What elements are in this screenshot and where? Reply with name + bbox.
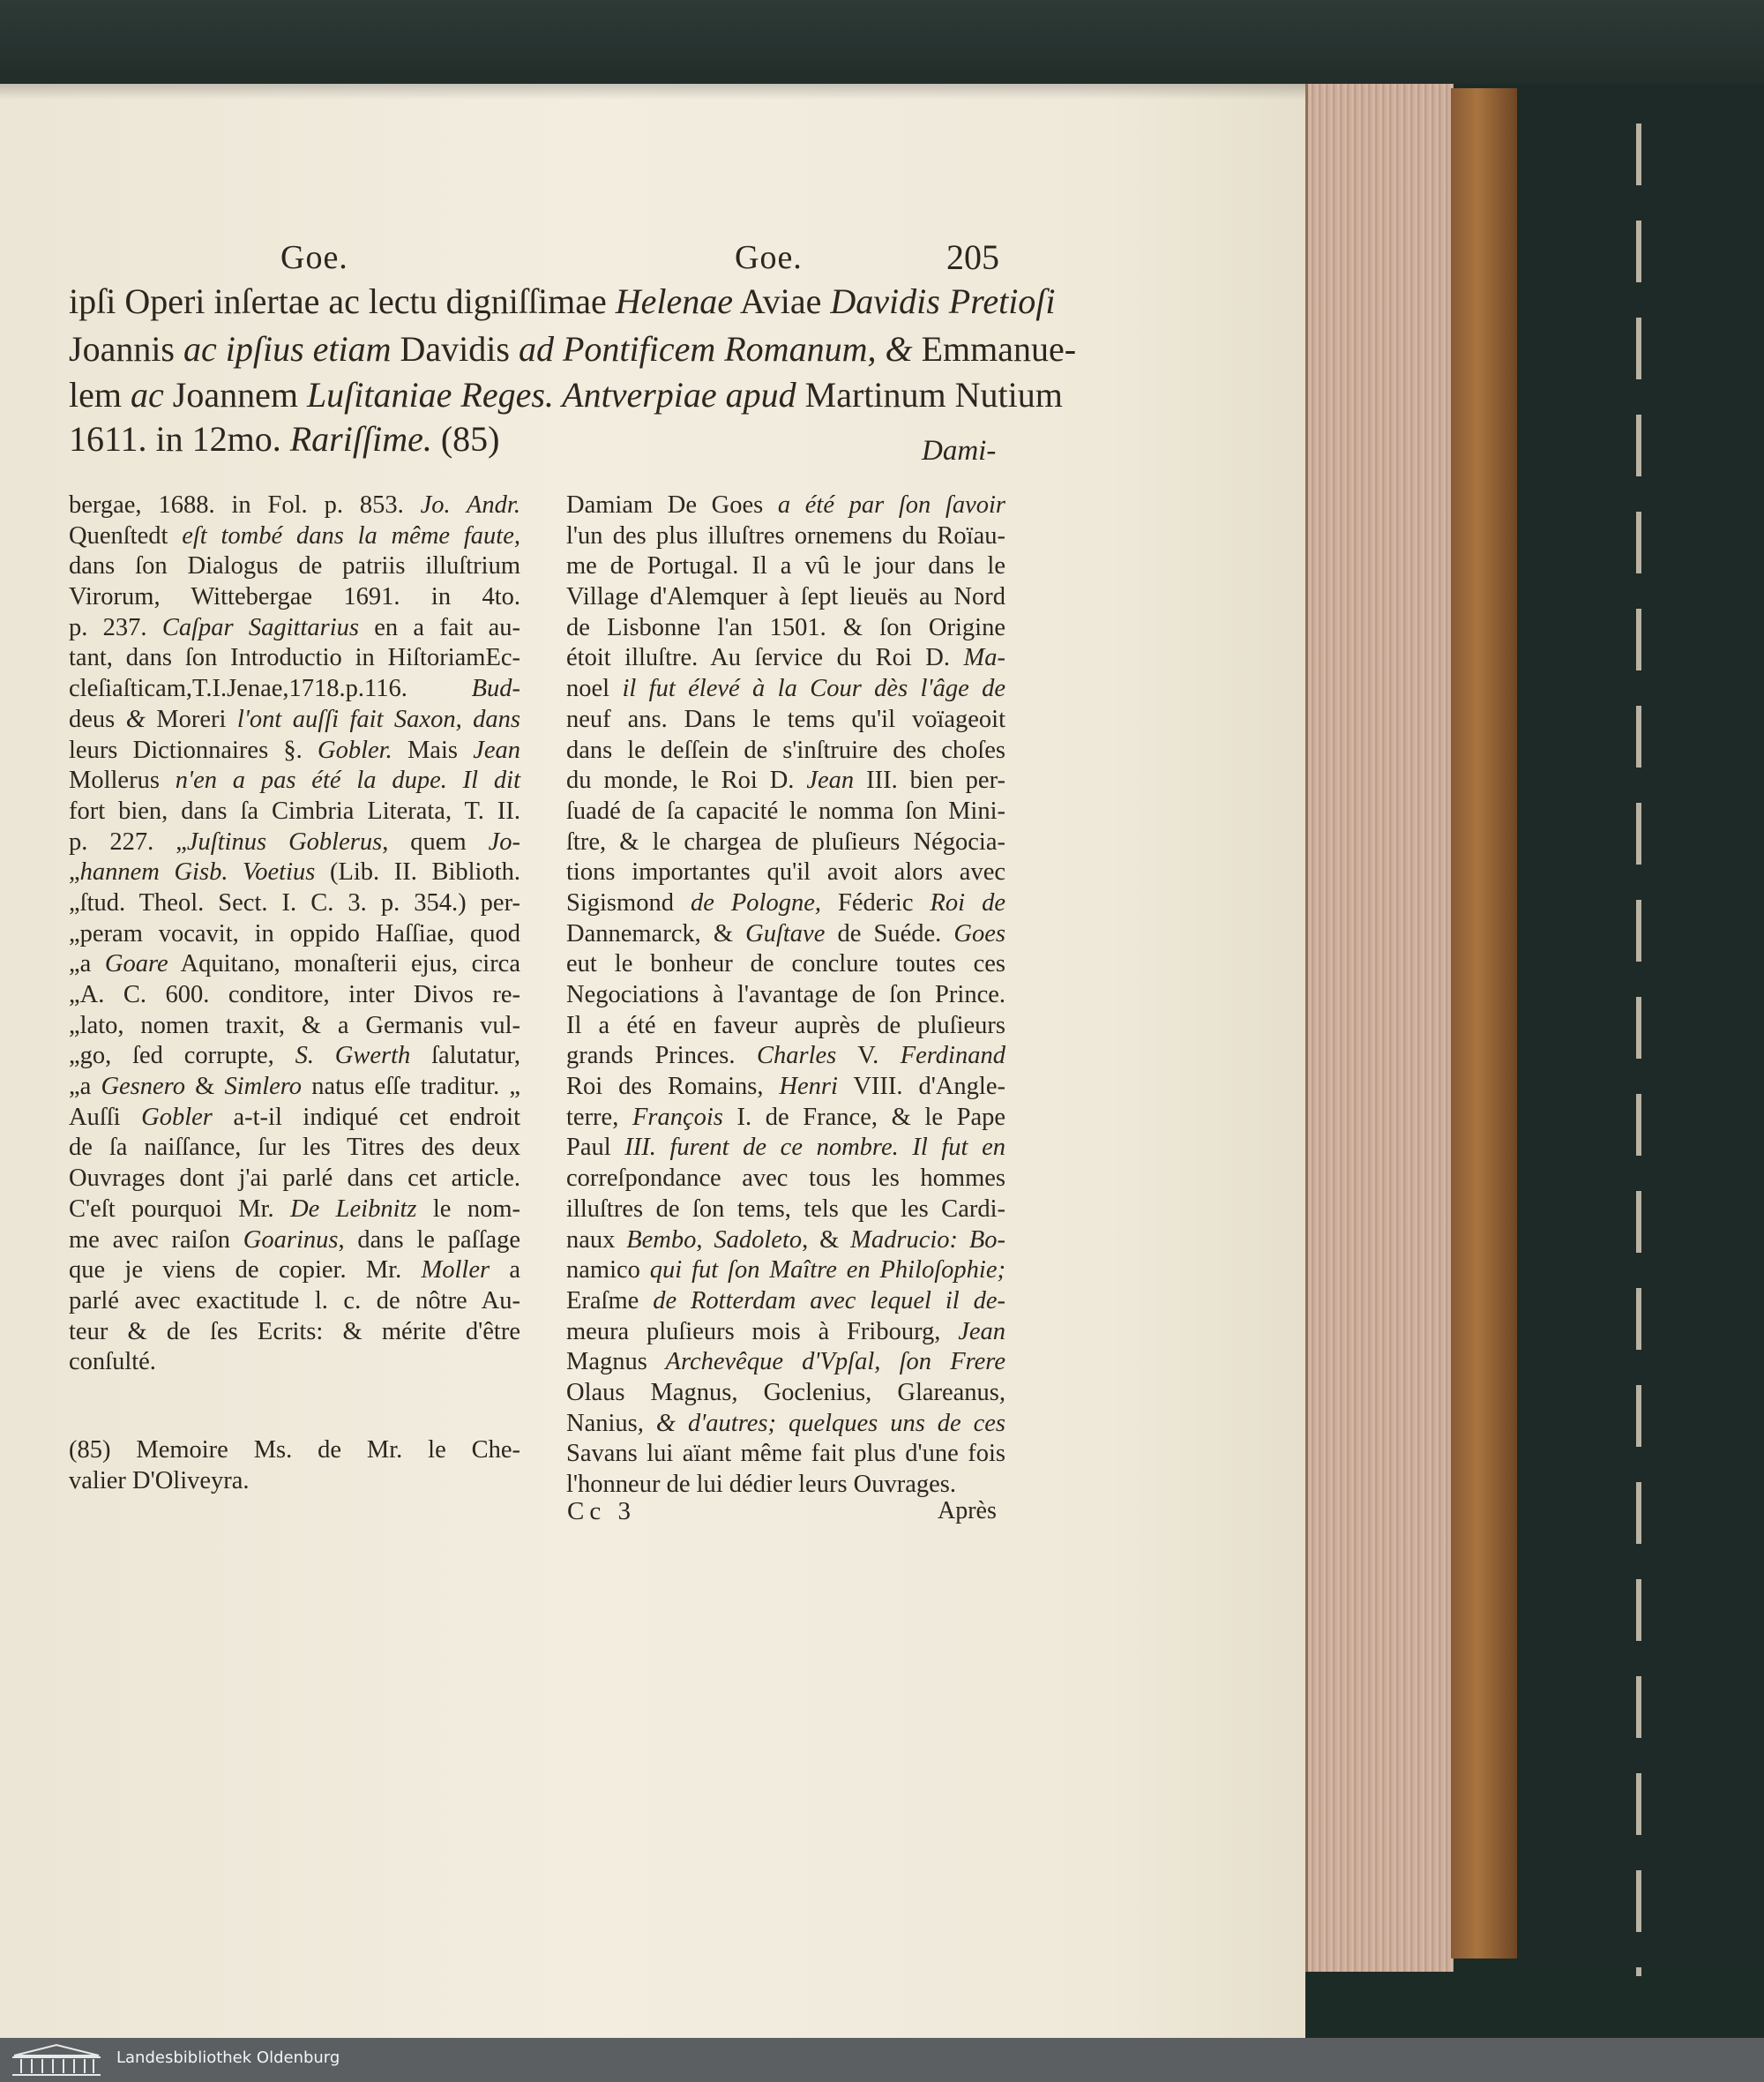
text-run: Goclenius (763, 1378, 866, 1406)
italic-text: Bembo (626, 1225, 697, 1254)
text-line (69, 1435, 520, 1466)
text-run: Ouvrages dont j'ai parlé dans cet article. (69, 1165, 520, 1193)
text-run: Negociations à l'avantage de ſon Prince. (566, 981, 1005, 1008)
text-line (566, 1195, 1005, 1225)
text-line (69, 582, 520, 613)
italic-text: il fut élevé à la Cour dès l'âge de (609, 675, 1005, 703)
italic-text: Luſitaniae Reges. Antverpiae apud (297, 375, 805, 415)
text-line (69, 491, 520, 521)
text-line (69, 766, 520, 797)
text-run: correſpondance avec tous les hommes (566, 1165, 1005, 1193)
text-run: grands Princes. (566, 1042, 757, 1070)
italic-text: ac (121, 375, 173, 415)
italic-text: ad Pontificem Romanum, & (509, 329, 922, 369)
italic-text: Henri (779, 1073, 838, 1101)
italic-text: Ferdinand (900, 1042, 1005, 1070)
text-run: Aquitano, monaſterii ejus, circa (168, 950, 520, 978)
text-line (69, 888, 520, 919)
italic-text: , (998, 1378, 1006, 1406)
text-line (566, 1225, 1005, 1256)
library-building-logo (7, 2041, 106, 2078)
text-run: ſtre, & le chargea de pluſieurs Négocia- (566, 828, 1005, 856)
text-run: noel (566, 675, 610, 703)
text-line (69, 1011, 520, 1042)
text-run: namico (566, 1256, 640, 1284)
text-run: , (696, 1225, 714, 1254)
italic-text: François (632, 1103, 723, 1131)
text-run: Il a été en faveur auprès de pluſieurs (566, 1011, 1005, 1039)
text-line (566, 949, 1005, 980)
italic-text: Jean (473, 736, 521, 764)
text-line (69, 797, 520, 828)
text-run: ipſi Operi inſertae ac lectu digniſſimae (69, 281, 616, 321)
text-run: 1611. in 12mo. (69, 419, 290, 459)
italic-text: Gobler. (318, 736, 392, 764)
intro-line (69, 416, 1004, 462)
italic-text: Helenae (615, 281, 734, 321)
text-line (566, 582, 1005, 613)
text-run: „lato, nomen traxit, & a Germanis vul- (69, 1011, 520, 1039)
italic-text: Moller (421, 1256, 490, 1284)
text-line (566, 1439, 1005, 1470)
text-run: me de Portugal. Il a vû le jour dans le (566, 552, 1005, 580)
text-line (69, 1347, 520, 1378)
text-run: „a (69, 950, 105, 978)
footnote (69, 1435, 520, 1496)
text-run: Moreri (156, 705, 227, 733)
italic-text: Ma- (963, 644, 1005, 672)
text-run: Féderic (838, 888, 914, 917)
text-line (69, 1466, 520, 1497)
catchword-bottom: Après (938, 1497, 997, 1524)
text-line (69, 1103, 520, 1134)
text-run: Olaus Magnus (566, 1378, 732, 1406)
text-run: valier D'Oliveyra. (69, 1466, 250, 1494)
text-line (566, 705, 1005, 736)
italic-text: Davidis Pretioſi (830, 281, 1056, 321)
italic-text: Roi de (913, 888, 1005, 917)
intro-line (69, 279, 1056, 325)
text-run: , dans le paſſage (338, 1225, 520, 1254)
book-cover-edge (1451, 88, 1517, 1958)
text-run: du monde, le Roi D. (566, 767, 807, 795)
italic-text: Jean (806, 767, 855, 795)
text-line (566, 1470, 1005, 1501)
page-number: 205 (946, 237, 999, 277)
text-run: a-t-il indiqué cet endroit (212, 1103, 520, 1131)
text-run: Davidis (400, 329, 510, 369)
page-top-shadow (0, 84, 1305, 100)
text-run: „A. C. 600. conditore, inter Divos re- (69, 981, 520, 1008)
text-line (69, 1164, 520, 1195)
text-run: , quem (382, 828, 489, 856)
text-run: natus eſſe traditur. „ (302, 1073, 521, 1101)
intro-line (69, 372, 1063, 418)
text-run: terre, (566, 1103, 632, 1131)
italic-text: Charles (756, 1042, 837, 1070)
text-line (566, 888, 1005, 919)
text-line (69, 828, 520, 858)
text-run: dans ſon Dialogus de patriis illuſtrium (69, 552, 520, 580)
text-run: l'un des plus illuſtres ornemens du Roïau- (566, 521, 1005, 550)
italic-text: Gobler (141, 1103, 213, 1131)
text-line (69, 643, 520, 674)
text-line (69, 674, 520, 705)
italic-text: de Rotterdam avec lequel il de- (639, 1286, 1005, 1314)
italic-text: De Leibnitz (290, 1195, 417, 1223)
text-line (566, 736, 1005, 767)
italic-text: Jean (958, 1317, 1005, 1345)
italic-text: & (115, 705, 157, 733)
text-run: teur & de ſes Ecrits: & mérite d'être (69, 1317, 520, 1345)
italic-text: qui fut ſon Maître en Philoſophie; (639, 1256, 1005, 1284)
text-run: leurs Dictionnaires §. (69, 736, 318, 764)
text-line (566, 551, 1005, 582)
text-run: Auſſi (69, 1103, 142, 1131)
left-column (69, 491, 520, 1378)
italic-text: Goarinus (243, 1225, 339, 1254)
text-run: le nom- (416, 1195, 520, 1223)
text-run: III. bien per- (854, 767, 1005, 795)
text-run: „ſtud. Theol. Sect. I. C. 3. p. 354.) per- (69, 888, 520, 917)
text-run: Martinum Nutium (804, 375, 1063, 415)
text-line (566, 491, 1005, 521)
italic-text: a été par ſon ſavoir (763, 491, 1005, 519)
text-line (69, 919, 520, 950)
text-run: naux (566, 1225, 627, 1254)
italic-text: l'ont auſſi fait Saxon, dans (226, 705, 520, 733)
text-run: ſuadé de ſa capacité le nomma ſon Mini- (566, 797, 1005, 825)
text-run: illuſtres de ſon tems, tels que les Cardi- (566, 1195, 1005, 1223)
italic-text: de Pologne, (673, 888, 839, 917)
italic-text: Simlero (224, 1073, 303, 1101)
text-line (69, 736, 520, 767)
text-run: meura pluſieurs mois à Fribourg, (566, 1317, 959, 1345)
text-run: C'eſt pourquoi Mr. (69, 1195, 291, 1223)
text-run: dans le deſſein de s'inſtruire des choſes (566, 736, 1005, 764)
text-run: Aviae (733, 281, 831, 321)
text-line (566, 613, 1005, 644)
text-run: Sigismond (566, 888, 674, 917)
text-run: tions importantes qu'il avoit alors avec (566, 858, 1005, 887)
intro-line (69, 326, 1077, 372)
text-run: conſulté. (69, 1348, 156, 1376)
text-line (69, 980, 520, 1011)
text-line (69, 613, 520, 644)
italic-text: eſt tombé dans la même faute, (168, 521, 520, 550)
italic-text: ac ipſius etiam (175, 329, 400, 369)
italic-text: Sadoleto (714, 1225, 803, 1254)
text-run: Quenſtedt (69, 521, 168, 550)
text-run: Virorum, Wittebergae 1691. in 4to. (69, 583, 520, 611)
text-run: de Suéde. (825, 919, 954, 947)
text-run: neuf ans. Dans le tems qu'il voïageoit (566, 705, 1005, 733)
italic-text: Archevêque d'Vpſal, ſon Frere (647, 1348, 1005, 1376)
italic-text: hannem Gisb. Voetius (79, 858, 316, 887)
text-run: & (184, 1073, 225, 1101)
text-line (566, 1378, 1005, 1409)
text-line (69, 1133, 520, 1164)
text-run: , & (802, 1225, 851, 1254)
text-run: fort bien, dans ſa Cimbria Literata, T. II. (69, 797, 520, 825)
text-run: „go, ſed corrupte, (69, 1042, 295, 1070)
text-run: deus (69, 705, 116, 733)
text-run: Joannem (172, 375, 298, 415)
text-run: Nanius (566, 1409, 638, 1437)
text-line (566, 766, 1005, 797)
text-run: Paul (566, 1134, 611, 1162)
text-line (69, 858, 520, 888)
text-run: „a (69, 1073, 101, 1101)
running-head-center: Goe. (735, 239, 803, 276)
footer-label: Landesbibliothek Oldenburg (116, 2048, 340, 2067)
text-line (566, 1409, 1005, 1440)
text-line (566, 1041, 1005, 1072)
text-run: p. 227. „ (69, 828, 187, 856)
text-run: Mollerus (69, 767, 160, 795)
italic-text: Rariſſime. (289, 419, 432, 459)
scan-ruler-stripe (1636, 124, 1641, 1976)
text-line (69, 1195, 520, 1225)
italic-text: Bud- (471, 675, 520, 703)
text-line (566, 919, 1005, 950)
text-line (566, 1164, 1005, 1195)
text-line (566, 1286, 1005, 1317)
text-line (69, 705, 520, 736)
text-run: p. 237. (69, 613, 162, 641)
text-line (69, 949, 520, 980)
text-line (566, 1103, 1005, 1134)
text-line (566, 797, 1005, 828)
italic-text: Guſtave (745, 919, 826, 947)
text-line (566, 858, 1005, 888)
text-run: ſalutatur, (410, 1042, 521, 1070)
italic-text: Goes (953, 919, 1005, 947)
text-run: Emmanue- (921, 329, 1077, 369)
text-run: Eraſme (566, 1286, 639, 1314)
text-run: lem (69, 375, 122, 415)
text-line (69, 1286, 520, 1317)
text-run: Magnus (566, 1348, 647, 1376)
text-run: tant, dans ſon Introductio in HiſtoriamEc- (69, 644, 520, 672)
text-line (69, 1041, 520, 1072)
italic-text: Caſpar Sagittarius (161, 613, 359, 641)
text-line (566, 1133, 1005, 1164)
text-run: (85) (431, 419, 500, 459)
text-run: „ (69, 858, 80, 887)
text-run: I. de France, & le Pape (722, 1103, 1005, 1131)
text-run: (85) Memoire Ms. de Mr. le Che- (69, 1436, 520, 1464)
text-line (69, 1255, 520, 1286)
text-run: étoit illuſtre. Au ſervice du Roi D. (566, 644, 964, 672)
text-line (566, 1072, 1005, 1103)
text-run: Roi des Romains, (566, 1073, 780, 1101)
italic-text: Juſtinus Goblerus (186, 828, 383, 856)
running-head-left: Goe. (280, 239, 348, 276)
text-run: bergae, 1688. in Fol. p. 853. (69, 491, 421, 519)
text-run: Mais (392, 736, 474, 764)
text-line (566, 1011, 1005, 1042)
text-line (566, 674, 1005, 705)
text-run: que je viens de copier. Mr. (69, 1256, 422, 1284)
signature-mark: Cc 3 (567, 1497, 636, 1525)
text-run: Glareanus (897, 1378, 999, 1406)
text-line (566, 1255, 1005, 1286)
text-line (566, 521, 1005, 552)
text-run: Savans lui aïant même fait plus d'une fois (566, 1440, 1005, 1468)
text-run: de Lisbonne l'an 1501. & ſon Origine (566, 613, 1005, 641)
text-line (566, 828, 1005, 858)
text-line (69, 1225, 520, 1256)
text-run: cleſiaſticam,T.I.Jenae,1718.p.116. (69, 675, 472, 703)
text-run: eut le bonheur de conclure toutes ces (566, 950, 1005, 978)
italic-text: Gesnero (101, 1073, 185, 1101)
text-run: en a fait au- (358, 613, 521, 641)
italic-text: Jo- (488, 828, 520, 856)
text-line (69, 1317, 520, 1348)
italic-text: , (731, 1378, 764, 1406)
italic-text: III. furent de ce nombre. Il fut en (610, 1134, 1005, 1162)
text-run: Dannemarck, & (566, 919, 746, 947)
text-line (566, 1347, 1005, 1378)
page-fore-edge (1305, 84, 1454, 1972)
text-run: me avec raiſon (69, 1225, 243, 1254)
text-run: Joannis (69, 329, 175, 369)
text-run: Village d'Alemquer à ſept lieuës au Nord (566, 583, 1005, 611)
text-run: parlé avec exactitude l. c. de nôtre Au- (69, 1286, 520, 1314)
text-run: VIII. d'Angle- (837, 1073, 1005, 1101)
text-line (69, 551, 520, 582)
text-line (566, 980, 1005, 1011)
italic-text: n'en a pas été la dupe. Il dit (159, 767, 520, 795)
italic-text: , & d'autres; quelques uns de ces (637, 1409, 1005, 1437)
text-run: l'honneur de lui dédier leurs Ouvrages. (566, 1471, 957, 1498)
italic-text: Madrucio: Bo- (850, 1225, 1006, 1254)
italic-text: Jo. Andr. (420, 491, 520, 519)
text-run: Damiam De Goes (566, 491, 764, 519)
text-line (69, 1072, 520, 1103)
text-run: (Lib. II. Biblioth. (315, 858, 521, 887)
catchword-top: Dami- (922, 435, 997, 467)
italic-text: S. Gwerth (295, 1042, 411, 1070)
italic-text: , (865, 1378, 898, 1406)
text-line (566, 1317, 1005, 1348)
text-run: V. (836, 1042, 901, 1070)
right-column (566, 491, 1005, 1501)
text-run: de ſa naiſſance, ſur les Titres des deux (69, 1134, 520, 1162)
text-line (69, 521, 520, 552)
italic-text: Goare (104, 950, 168, 978)
text-run: „peram vocavit, in oppido Haſſiae, quod (69, 919, 520, 947)
text-line (566, 643, 1005, 674)
text-run: a (490, 1256, 521, 1284)
top-margin-shadow (0, 0, 1764, 84)
